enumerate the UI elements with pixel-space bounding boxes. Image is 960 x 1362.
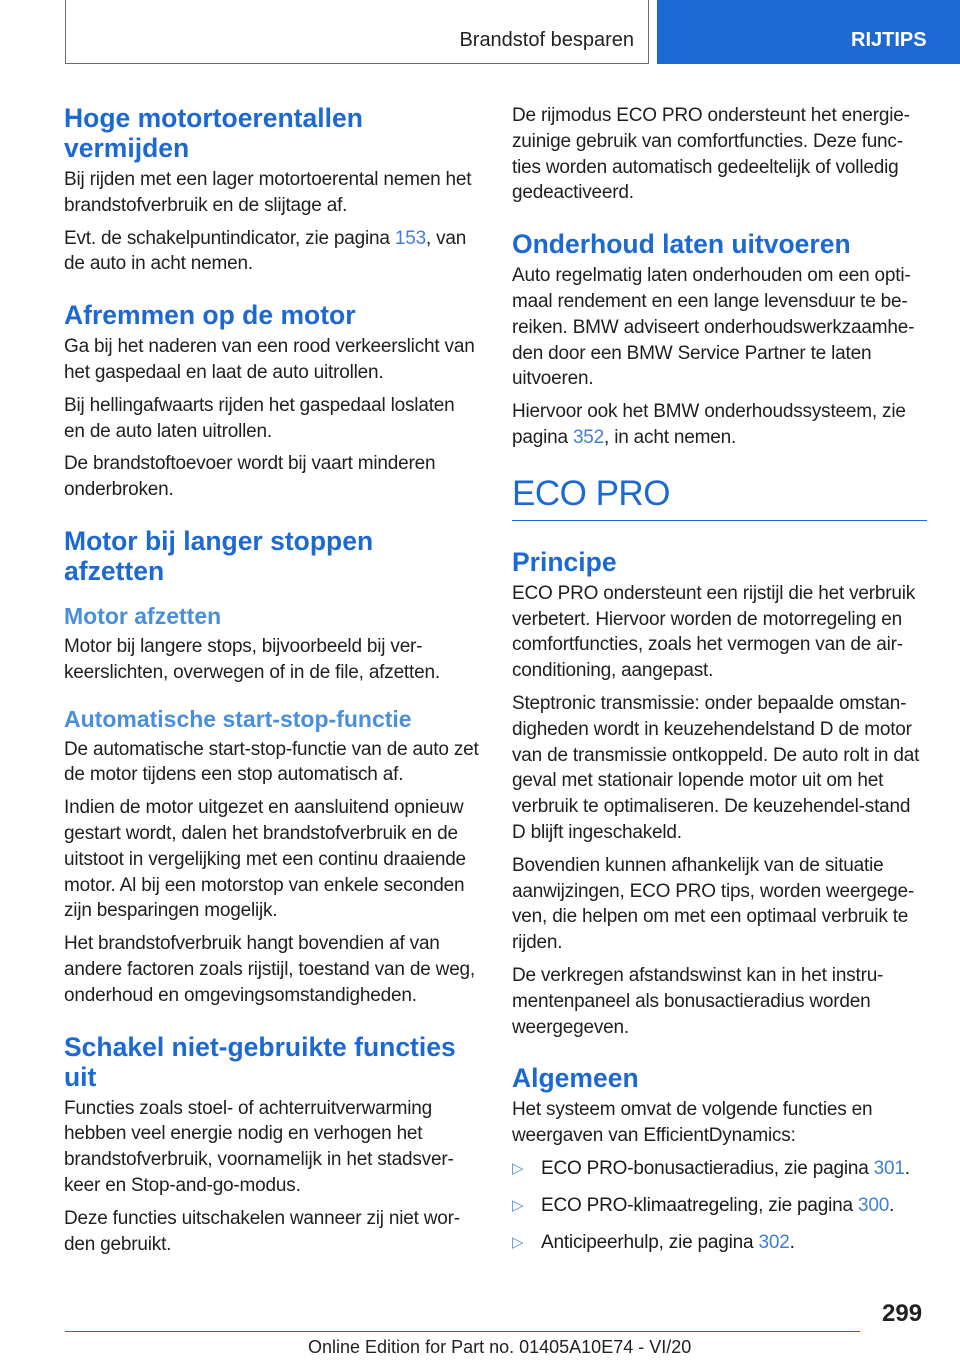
paragraph: Bij rijden met een lager motortoerental nemen het brandstofverbruik en de slijtage af. [64,169,472,216]
paragraph: De brandstoftoevoer wordt bij vaart minderen onderbroken. [64,453,436,501]
paragraph: Hiervoor ook het BMW onderhoudssysteem, zie pagina 352, in acht nemen. [512,401,906,448]
triangle-bullet-icon: ▷ [512,1233,524,1251]
paragraph: ECO PRO ondersteunt een rijstijl die het verbruik verbetert. Hiervoor worden de motorregeling en comfortfuncties, zoals het vermogen van de air‐conditioning, aangepast. [512,582,916,682]
section-title-unused-functions: Schakel niet-gebruikte functies uit [64,1031,456,1092]
paragraph: De rijmodus ECO PRO ondersteunt het energie‐zuinige gebruik van comfortfuncties. Deze func‐ties worden automatisch gedeeltelijk of volledig gedeactiveerd. [512,105,910,204]
page-ref-link[interactable]: 302 [758,1231,790,1253]
right-column [512,103,927,1266]
footer-divider [65,1331,860,1332]
paragraph: Evt. de schakelpuntindicator, zie pagina 153, van de auto in acht nemen. [64,227,467,275]
header-section-title: Brandstof besparen [459,29,634,51]
section-title-high-rpm: Hoge motortoerentallen vermijden [64,103,363,163]
list-item: ▷ ECO PRO-klimaatregeling, zie pagina 300. [512,1193,927,1219]
subsection-title-engine-off: Motor afzetten [64,602,222,629]
section-title-engine-braking: Afremmen op de motor [64,300,356,331]
paragraph: Functies zoals stoel- of achterruitverwarming hebben veel energie nodig en verhogen het brandstofverbruik, voornamelijk in het stadsver‐keer en Stop-and-go-modus. [64,1097,454,1196]
chapter-title-eco-pro: ECO PRO [512,474,927,521]
subsection-title-start-stop: Automatische start-stop-functie [64,705,412,732]
paragraph: Ga bij het naderen van een rood verkeerslicht van het gaspedaal en laat de auto uitrollen. [64,336,475,383]
paragraph: De verkregen afstandswinst kan in het instru‐mentenpaneel als bonusactieradius worden weergegeven. [512,964,884,1038]
page-ref-link[interactable]: 352 [572,426,605,448]
header-box [65,0,649,64]
paragraph: Motor bij langere stops, bijvoorbeeld bij ver‐keerslichten, overwegen of in de file, afzetten. [64,635,440,683]
paragraph: Auto regelmatig laten onderhouden om een opti‐maal rendement en een lange levensduur te be‐reiken. BMW adviseert onderhoudswerkzaamhe‐den door een BMW Service Partner te laten uitvoeren. [512,265,915,390]
list-item: ▷ ECO PRO-bonusactieradius, zie pagina 301. [512,1156,927,1182]
function-list [512,1156,927,1255]
paragraph: Deze functies uitschakelen wanneer zij niet wor‐den gebruikt. [64,1207,460,1255]
paragraph: Het systeem omvat de volgende functies en weergaven van EfficientDynamics: [512,1099,873,1147]
section-title-engine-off: Motor bij langer stoppen afzetten [64,525,374,586]
triangle-bullet-icon: ▷ [512,1196,524,1214]
paragraph: Het brandstofverbruik hangt bovendien af van andere factoren zoals rijstijl, toestand van de weg, onderhoud en omgevingsomstandigheden. [64,933,476,1006]
paragraph: Bij hellingafwaarts rijden het gaspedaal loslaten en de auto laten uitrollen. [64,394,455,442]
section-title-principle: Principe [512,546,617,577]
left-column [64,103,479,1264]
footer-edition: Online Edition for Part no. 01405A10E74 - VI/20 [308,1337,692,1357]
page-number: 299 [882,1300,923,1327]
page-ref-link[interactable]: 301 [873,1157,905,1179]
paragraph: Bovendien kunnen afhankelijk van de situatie aanwijzingen, ECO PRO tips, worden weergege‐ven, die helpen om met een optimaal verbruik te rijden. [512,854,915,954]
page-ref-link[interactable]: 300 [858,1194,890,1216]
list-item: ▷ Anticipeerhulp, zie pagina 302. [512,1230,927,1256]
header-chapter-tab[interactable]: RIJTIPS [657,0,960,64]
section-title-general: Algemeen [512,1063,639,1094]
paragraph: Steptronic transmissie: onder bepaalde omstan‐digheden wordt in keuzehendelstand D de motor van de transmissie ontkoppeld. De auto rolt in dat geval met stationair lopende motor uit om het verbruik te optimaliseren. De keuzehendel‐stand D blijft ingeschakeld. [512,692,920,843]
triangle-bullet-icon: ▷ [512,1159,524,1177]
paragraph: Indien de motor uitgezet en aansluitend opnieuw gestart wordt, dalen het brandstofverbruik en de uitstoot in vergelijking met een continu draaiende motor. Al bij een motorstop van enkele seconden zijn besparingen mogelijk. [64,797,466,922]
page-ref-link[interactable]: 153 [394,227,426,249]
paragraph: De automatische start-stop-functie van de auto zet de motor tijdens een stop automatisch af. [64,738,479,786]
section-title-maintenance: Onderhoud laten uitvoeren [512,229,851,260]
